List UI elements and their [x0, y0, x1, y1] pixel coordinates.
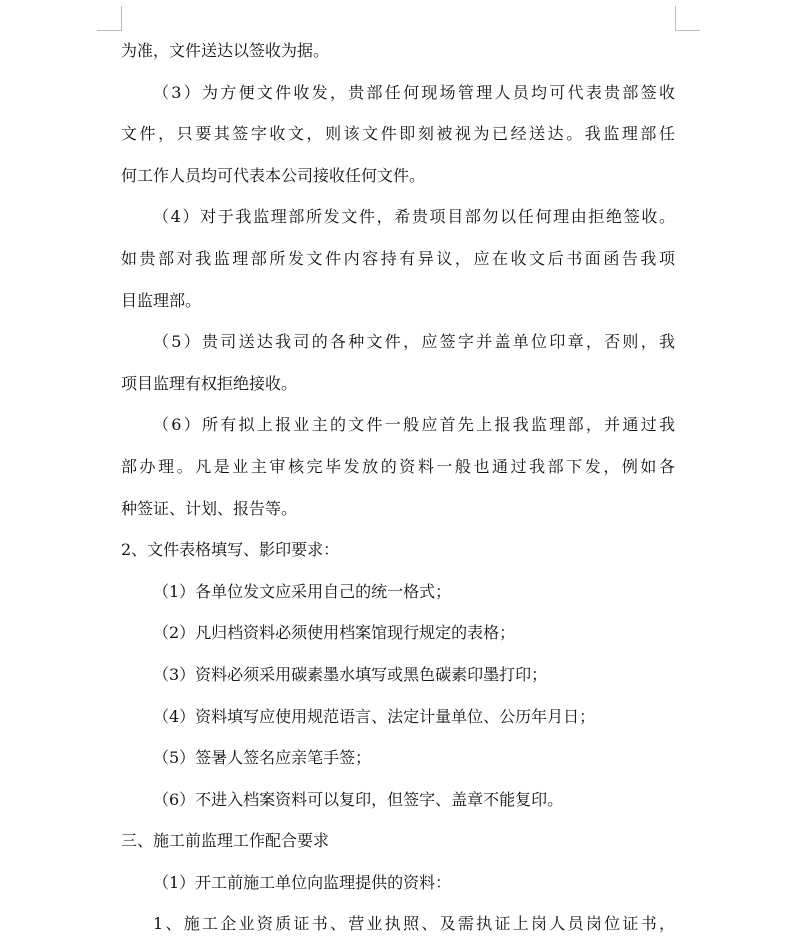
paragraph-line: 为准，文件送达以签收为据。 [121, 41, 330, 60]
paragraph-line: （4）对于我监理部所发文件，希贵项目部勿以任何理由拒绝签收。 [153, 207, 675, 227]
paragraph-line: 种签证、计划、报告等。 [121, 498, 298, 518]
paragraph-line: 部办理。凡是业主审核完毕发放的资料一般也通过我部下发，例如各 [121, 456, 675, 476]
margin-corner-mark-right [675, 6, 700, 31]
list-item: （2）凡归档资料必须使用档案馆现行规定的表格； [153, 623, 516, 643]
list-item: （6）不进入档案资料可以复印，但签字、盖章不能复印。 [153, 789, 564, 809]
paragraph-line: （3）为方便文件收发，贵部任何现场管理人员均可代表贵部签收 [153, 82, 675, 102]
list-item: 1、施工企业资质证书、营业执照、及需执证上岗人员岗位证书， [153, 914, 675, 934]
paragraph-line: 目监理部。 [121, 290, 202, 310]
paragraph-line: 文件，只要其签字收文，则该文件即刻被视为已经送达。我监理部任 [121, 124, 675, 144]
margin-corner-mark-left [97, 6, 122, 31]
paragraph-line: （5）贵司送达我司的各种文件，应签字并盖单位印章，否则，我 [153, 332, 675, 352]
paragraph-line: （6）所有拟上报业主的文件一般应首先上报我监理部，并通过我 [153, 415, 675, 435]
list-item: （3）资料必须采用碳素墨水填写或黑色碳素印墨打印； [153, 664, 548, 684]
paragraph-line: 如贵部对我监理部所发文件内容持有异议，应在收文后书面函告我项 [121, 248, 675, 268]
list-item: （1）各单位发文应采用自己的统一格式； [153, 581, 452, 601]
list-item: （5）签暑人签名应亲笔手签； [153, 748, 372, 768]
list-item: （1）开工前施工单位向监理提供的资料： [153, 872, 452, 892]
paragraph-line: 项目监理有权拒绝接收。 [121, 373, 298, 393]
document-body [121, 30, 675, 945]
section-heading: 三、施工前监理工作配合要求 [121, 831, 330, 851]
list-item: （4）资料填写应使用规范语言、法定计量单位、公历年月日； [153, 706, 596, 726]
section-heading: 2、文件表格填写、影印要求： [121, 540, 340, 560]
paragraph-line: 何工作人员均可代表本公司接收任何文件。 [121, 165, 426, 185]
